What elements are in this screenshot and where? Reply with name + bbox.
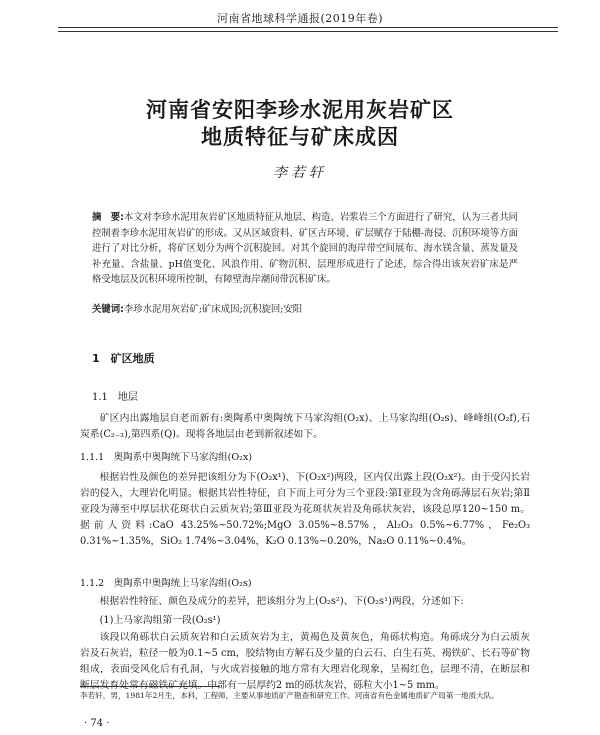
abstract-label: 摘 要:: [92, 212, 124, 223]
section-heading-1-1: 1.1 地层: [92, 392, 138, 403]
keywords: [92, 302, 518, 317]
paragraph-strata-intro: 矿区内出露地层自老而新有:奥陶系中奥陶统下马家沟组(O₂x)、上马家沟组(O₂s)、峰峰组(O₂f),石炭系(C₂₋₃),第四系(Q)。现将各地层由老到新叙述如下。: [80, 413, 530, 440]
paragraph-lower-majiagou: 根据岩性及颜色的差异把该组分为下(O₂x¹)、下(O₂x²)两段，区内仅出露上段(O₂x²)。由于受闪长岩岩的侵入，大理岩化明显。根据其岩性特征，自下而上可分为三个亚段:第Ⅰ亚段为含角砾薄层石灰岩;第Ⅱ亚段为薄至中厚层状花斑状白云质灰岩;第Ⅲ亚段为花斑状灰岩及角砾状灰岩，该段总厚120~150 m。据前人资料:CaO 43.25%~50.72%;MgO 3.05%~8.57%，Al₂O₃ 0.5%~6.77%，Fe₂O₃ 0.31%~1.35%，SiO₂ 1.74%~3.04%，K₂O 0.13%~0.20%，Na₂O 0.11%~0.4%。: [80, 472, 530, 547]
header-rule: [58, 27, 558, 28]
abstract-text: 本文对李珍水泥用灰岩矿区地质特征从地层、构造、岩浆岩三个方面进行了研究，认为三者共同控制着李珍水泥用灰岩矿的形成。又从区域资料、矿区古环境、矿层赋存于陆棚-海侵、沉积环境等方面进行了对比分析，将矿区划分为两个沉积旋回。对其个旋回的海岸带空间展布、海水镁含量、蒸发量及补充量、含盐量、pH值变化、风浪作用、矿物沉积、层理形成进行了论述，综合得出该灰岩矿床是严格受地层及沉积环境所控制，有障壁海岸潮间带沉积矿床。: [92, 212, 518, 285]
paper-title-line2: 地质特征与矿床成因: [201, 125, 399, 149]
author-footnote: 李若轩，男，1981年2月生，本科，工程师，主要从事地质矿产勘查和研究工作。河南省有色金属地质矿产局第一地质大队。: [80, 691, 500, 700]
keywords-label: 关键词:: [92, 304, 124, 315]
item-first-member: (1)上马家沟组第一段(O₂s¹): [99, 615, 221, 626]
paragraph-upper-majiagou: 根据岩性特征、颜色及成分的差异，把该组分为上(O₂s²)、下(O₂s¹)两段，分述如下:: [99, 596, 464, 607]
page-number: · 74 ·: [84, 718, 110, 729]
header-rule-secondary: [58, 31, 558, 32]
paragraph-first-member: 该段以角砾状白云质灰岩和白云质灰岩为主，黄褐色及黄灰色，角砾状构造。角砾成分为白云质灰岩及石灰岩，粒径一般为0.1~5 cm，胶结物由方解石及少量的白云石、白生石英、褐铁矿、长石等矿物组成，表面受风化后有孔洞，与火成岩接触的地方常有大理岩化现象，呈褐红色，层理不清，在断层和断层发育处常有磁铁矿充填。中部有一层厚约2 m的砾状灰岩，砾粒大小1~5 mm。: [80, 632, 530, 691]
subsection-heading-1-1-2: 1.1.2 奥陶系中奥陶统上马家沟组(O₂s): [80, 578, 252, 589]
author-name: 李若轩: [273, 165, 327, 181]
subsection-heading-1-1-1: 1.1.1 奥陶系中奥陶统下马家沟组(O₂x): [80, 452, 253, 463]
keywords-text: 李珍水泥用灰岩矿;矿床成因;沉积旋回;安阳: [123, 304, 303, 315]
section-heading-1: 1 矿区地质: [92, 352, 155, 365]
paper-title-line1: 河南省安阳李珍水泥用灰岩矿区: [146, 98, 454, 122]
abstract: [92, 210, 518, 288]
footnote-rule: [80, 686, 220, 687]
running-head: 河南省地球科学通报(2019年卷): [216, 12, 384, 25]
